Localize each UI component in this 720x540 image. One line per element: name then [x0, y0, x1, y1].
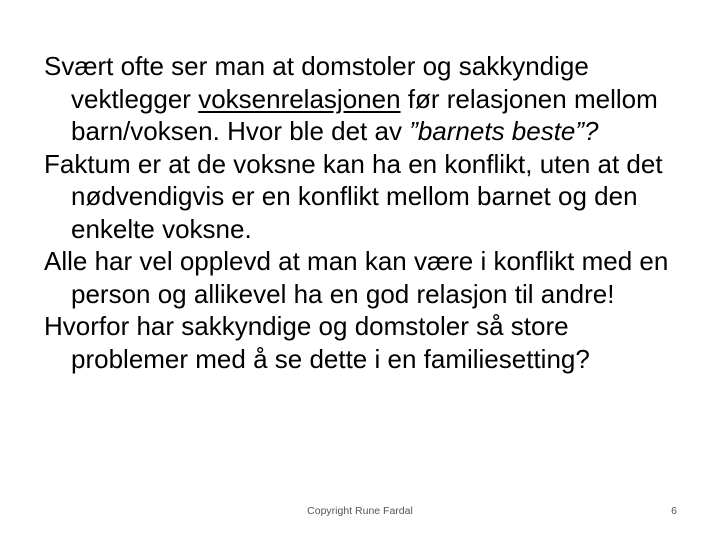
paragraph-1-text-start: Svært ofte ser man at domstoler og sakkyndige vektlegger	[44, 51, 589, 114]
paragraph-2: Faktum er at de voksne kan ha en konflikt, uten at det nødvendigvis er en konflikt mellom barnet og den enkelte voksne.	[44, 148, 663, 244]
page-number: 6	[671, 505, 677, 517]
slide-body	[44, 50, 684, 375]
footer-copyright: Copyright Rune Fardal	[307, 505, 413, 517]
italic-quote: ”barnets beste”?	[409, 116, 599, 146]
paragraph-4: Hvorfor har sakkyndige og domstoler så store problemer med å se dette i en familiesetting?	[44, 311, 590, 374]
paragraph-1-text-middle: før relasjonen mellom barn/voksen. Hvor ble det av	[71, 83, 658, 146]
paragraph-3: Alle har vel opplevd at man kan være i konflikt med en person og allikevel ha en god relasjon til andre!	[44, 246, 669, 309]
underlined-term: voksenrelasjonen	[198, 83, 401, 114]
paragraph-1	[44, 50, 684, 148]
